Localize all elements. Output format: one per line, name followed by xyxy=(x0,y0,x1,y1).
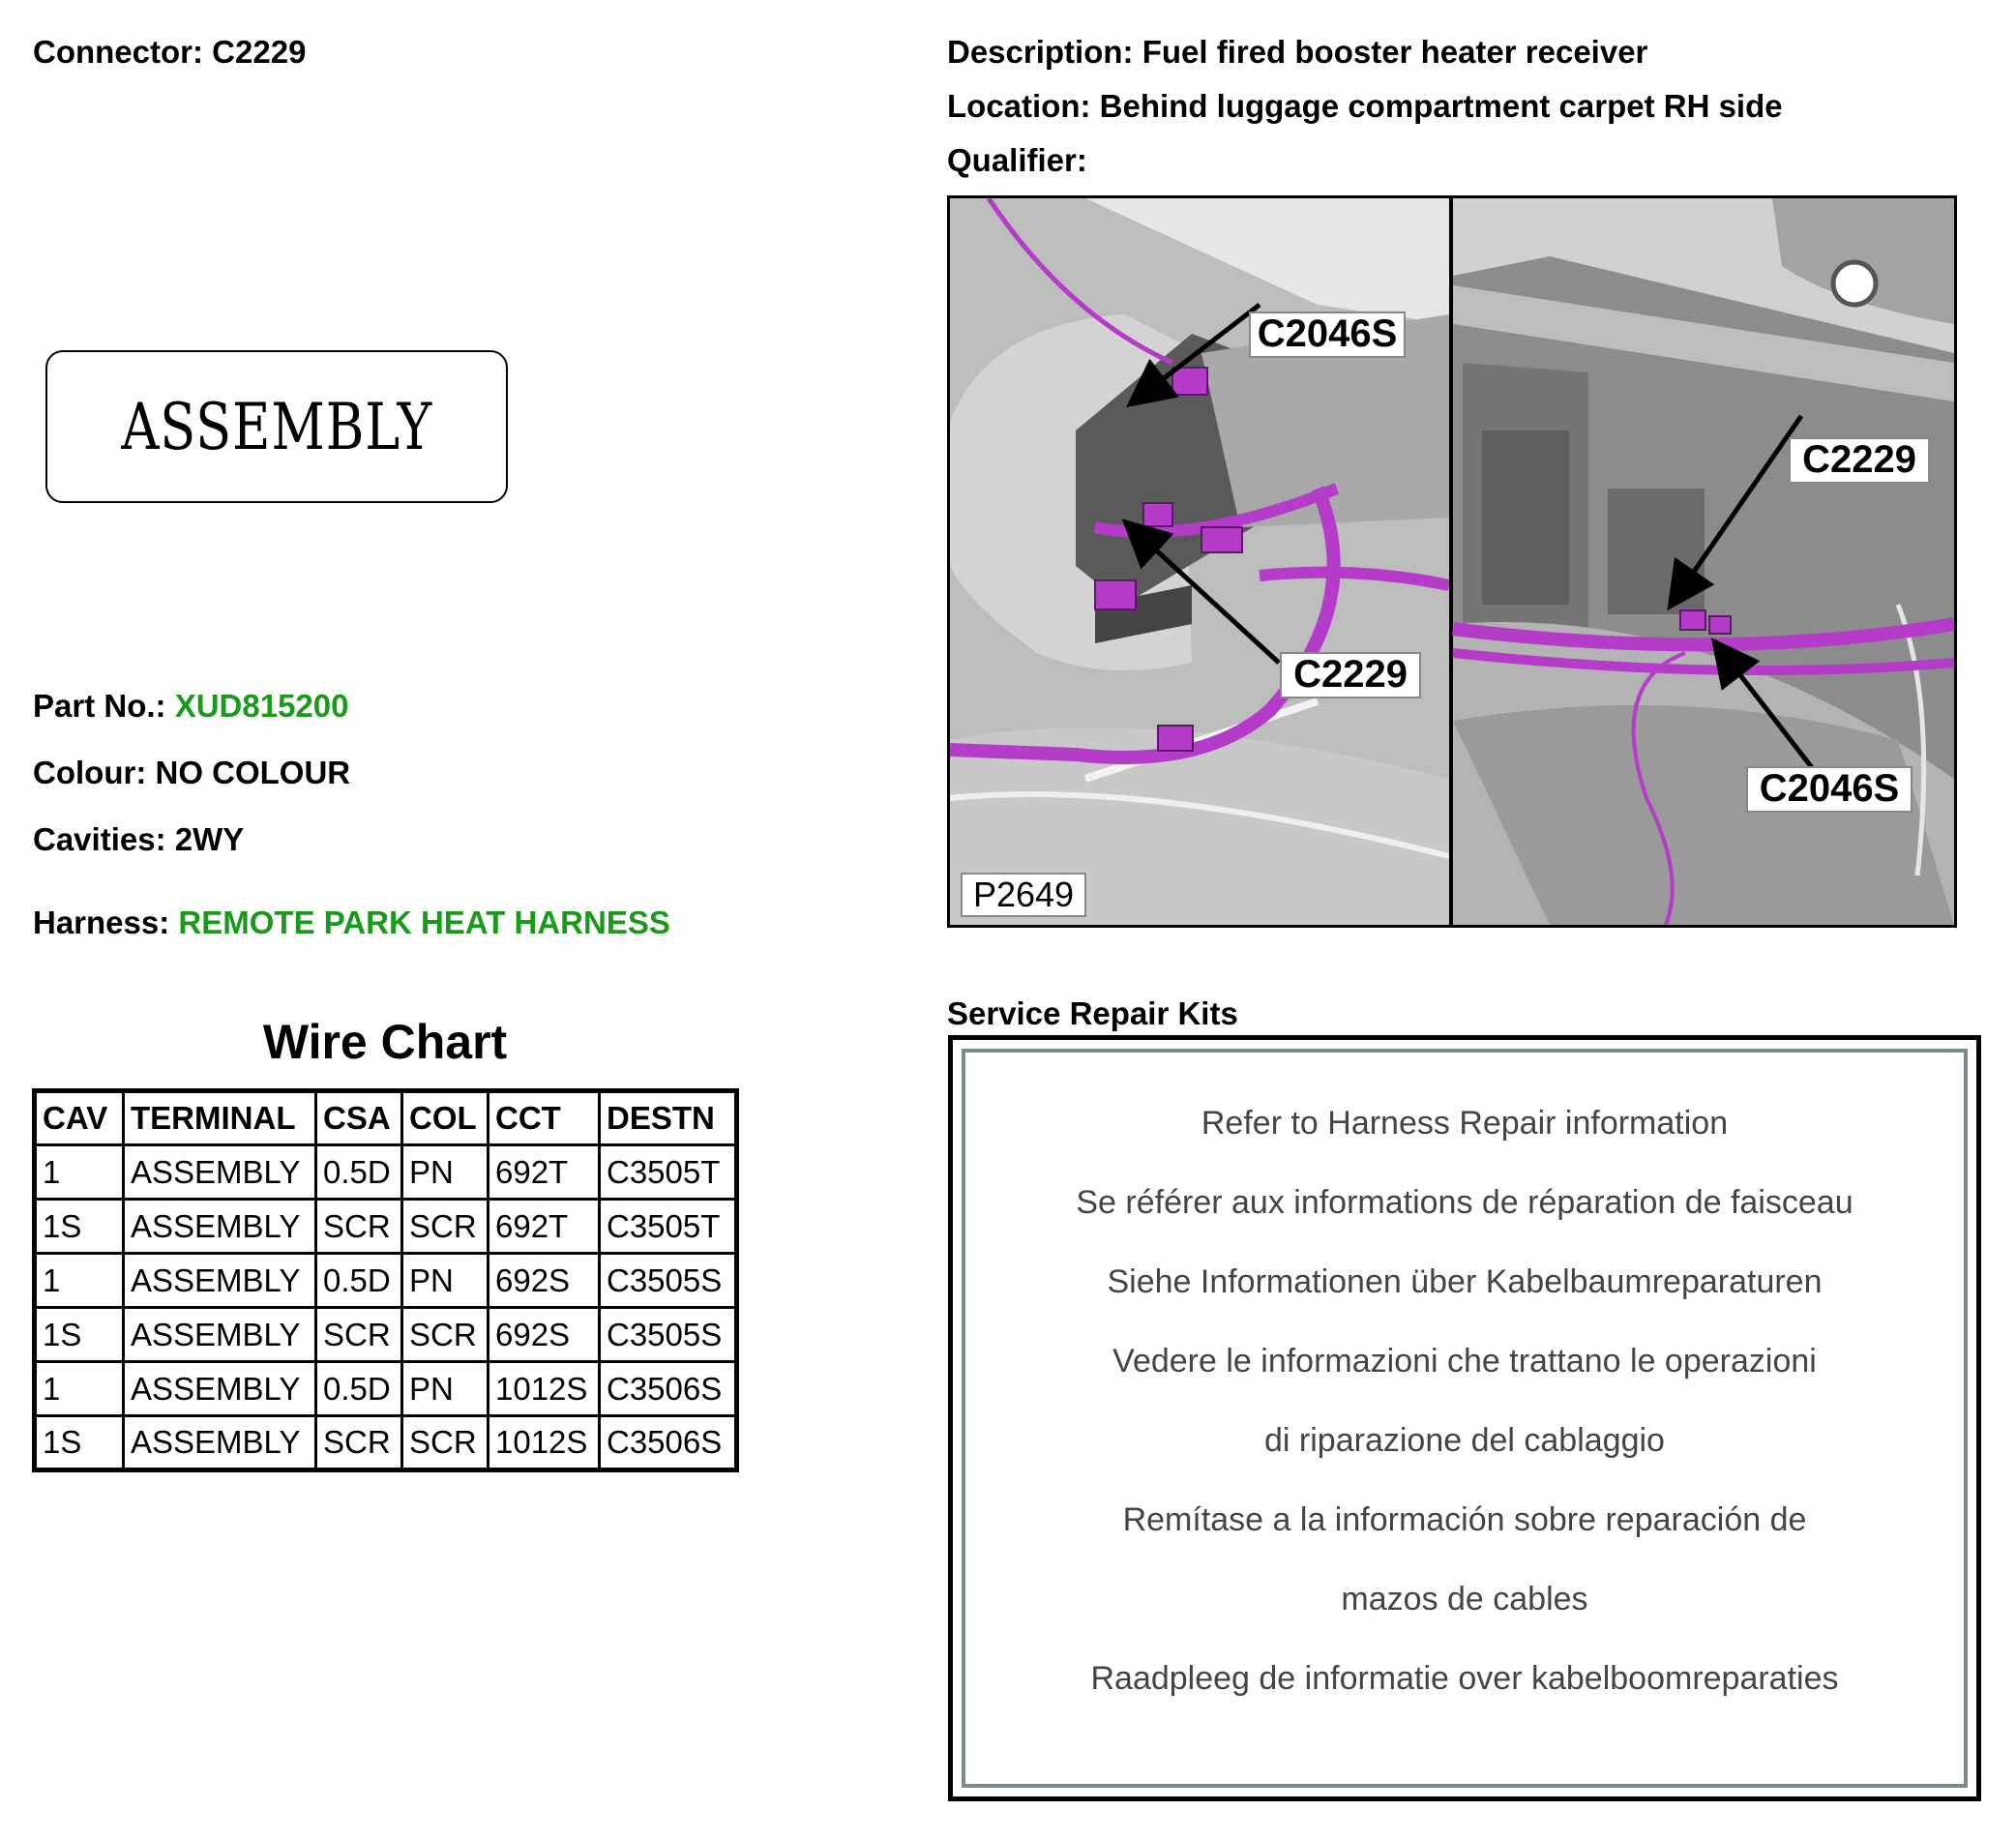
part-no-link[interactable]: XUD815200 xyxy=(174,688,349,724)
cell-csa: 0.5D xyxy=(316,1145,402,1200)
qualifier-line xyxy=(947,144,1087,176)
cell-cct: 692T xyxy=(489,1145,600,1200)
qualifier-label: Qualifier: xyxy=(947,142,1087,178)
cell-destn: C3505T xyxy=(600,1200,737,1254)
table-row xyxy=(35,1362,737,1416)
cell-csa: SCR xyxy=(316,1416,402,1470)
cell-cct: 1012S xyxy=(489,1416,600,1470)
connector-block xyxy=(1680,610,1705,630)
colour-value: NO COLOUR xyxy=(155,755,351,790)
service-kits-box xyxy=(948,1035,1981,1801)
svg-text:C2046S: C2046S xyxy=(1257,312,1398,355)
callout-c2229-left xyxy=(1281,653,1420,697)
connector-block xyxy=(1201,527,1242,552)
cell-col: SCR xyxy=(402,1308,489,1362)
figure-id-label xyxy=(962,874,1085,916)
assembly-badge-text: ASSEMBLY xyxy=(121,389,432,464)
svg-text:C2229: C2229 xyxy=(1802,438,1916,481)
cell-csa: SCR xyxy=(316,1308,402,1362)
location-image xyxy=(947,195,1957,928)
connector-heading xyxy=(33,36,306,68)
location-value: Behind luggage compartment carpet RH side xyxy=(1099,88,1783,124)
cell-destn: C3505T xyxy=(600,1145,737,1200)
header-col: COL xyxy=(402,1091,489,1145)
header-destn: DESTN xyxy=(600,1091,737,1145)
wire-chart-title: Wire Chart xyxy=(262,1015,508,1069)
kit-line-nl: Raadpleeg de informatie over kabelboomreparaties xyxy=(1090,1660,1839,1697)
cell-terminal: ASSEMBLY xyxy=(124,1254,316,1308)
location-line xyxy=(947,90,1783,122)
cell-csa: 0.5D xyxy=(316,1362,402,1416)
connector-label: Connector: xyxy=(33,34,203,70)
assembly-badge xyxy=(45,350,508,503)
location-label: Location: xyxy=(947,88,1091,124)
wire-chart-header-row xyxy=(35,1091,737,1145)
cell-cct: 692S xyxy=(489,1308,600,1362)
header-cav: CAV xyxy=(35,1091,124,1145)
kit-line-it-2: di riparazione del cablaggio xyxy=(1264,1422,1665,1459)
cell-csa: 0.5D xyxy=(316,1254,402,1308)
cell-cav: 1S xyxy=(35,1308,124,1362)
description-line xyxy=(947,36,1647,68)
connector-block xyxy=(1158,726,1193,751)
kit-line-es-1: Remítase a la información sobre reparación de xyxy=(1122,1501,1807,1538)
cell-cct: 692T xyxy=(489,1200,600,1254)
cavities-line xyxy=(33,823,244,855)
description-label: Description: xyxy=(947,34,1134,70)
harness-label: Harness: xyxy=(33,905,170,940)
cell-col: PN xyxy=(402,1254,489,1308)
cell-csa: SCR xyxy=(316,1200,402,1254)
harness-link[interactable]: REMOTE PARK HEAT HARNESS xyxy=(178,905,670,940)
description-value: Fuel fired booster heater receiver xyxy=(1141,34,1648,70)
colour-label: Colour: xyxy=(33,755,147,790)
part-no-label: Part No.: xyxy=(33,688,166,724)
cell-terminal: ASSEMBLY xyxy=(124,1362,316,1416)
cavities-value: 2WY xyxy=(174,821,245,857)
location-illustration xyxy=(950,198,1954,925)
cell-col: PN xyxy=(402,1145,489,1200)
cell-col: PN xyxy=(402,1362,489,1416)
cell-cct: 1012S xyxy=(489,1362,600,1416)
cell-cct: 692S xyxy=(489,1254,600,1308)
service-kits-inner xyxy=(962,1049,1968,1788)
service-kits-heading: Service Repair Kits xyxy=(947,995,1238,1031)
harness-line xyxy=(33,906,670,938)
table-row xyxy=(35,1200,737,1254)
table-row xyxy=(35,1308,737,1362)
svg-text:C2229: C2229 xyxy=(1293,653,1408,696)
header-cct: CCT xyxy=(489,1091,600,1145)
cell-destn: C3506S xyxy=(600,1416,737,1470)
kit-line-it-1: Vedere le informazioni che trattano le operazioni xyxy=(1112,1343,1817,1380)
table-row xyxy=(35,1254,737,1308)
kit-line-es-2: mazos de cables xyxy=(1341,1581,1588,1617)
cell-col: SCR xyxy=(402,1416,489,1470)
connector-block xyxy=(1172,368,1207,395)
cell-cav: 1 xyxy=(35,1362,124,1416)
cell-destn: C3505S xyxy=(600,1308,737,1362)
part-no-line xyxy=(33,690,348,722)
kit-line-de: Siehe Informationen über Kabelbaumreparaturen xyxy=(1107,1263,1823,1300)
connector-value: C2229 xyxy=(212,34,307,70)
connector-block xyxy=(1143,503,1172,526)
header-csa: CSA xyxy=(316,1091,402,1145)
cell-destn: C3506S xyxy=(600,1362,737,1416)
cell-terminal: ASSEMBLY xyxy=(124,1308,316,1362)
svg-text:P2649: P2649 xyxy=(972,875,1075,914)
cell-terminal: ASSEMBLY xyxy=(124,1200,316,1254)
cavities-label: Cavities: xyxy=(33,821,166,857)
cell-cav: 1S xyxy=(35,1416,124,1470)
callout-c2046s-left xyxy=(1250,312,1405,357)
connector-block xyxy=(1095,580,1136,609)
callout-c2229-right xyxy=(1790,438,1929,483)
kit-line-fr: Se référer aux informations de réparation de faisceau xyxy=(1076,1184,1853,1221)
wire-chart-table xyxy=(32,1088,739,1472)
table-row xyxy=(35,1145,737,1200)
cell-cav: 1S xyxy=(35,1200,124,1254)
cell-col: SCR xyxy=(402,1200,489,1254)
svg-text:C2046S: C2046S xyxy=(1759,767,1900,810)
cell-terminal: ASSEMBLY xyxy=(124,1145,316,1200)
cell-destn: C3505S xyxy=(600,1254,737,1308)
header-terminal: TERMINAL xyxy=(124,1091,316,1145)
callout-c2046s-right xyxy=(1747,767,1912,812)
table-row xyxy=(35,1416,737,1470)
cell-cav: 1 xyxy=(35,1254,124,1308)
cell-cav: 1 xyxy=(35,1145,124,1200)
cell-terminal: ASSEMBLY xyxy=(124,1416,316,1470)
connector-block xyxy=(1709,616,1731,634)
kit-line-en: Refer to Harness Repair information xyxy=(1201,1105,1729,1142)
colour-line xyxy=(33,757,350,788)
